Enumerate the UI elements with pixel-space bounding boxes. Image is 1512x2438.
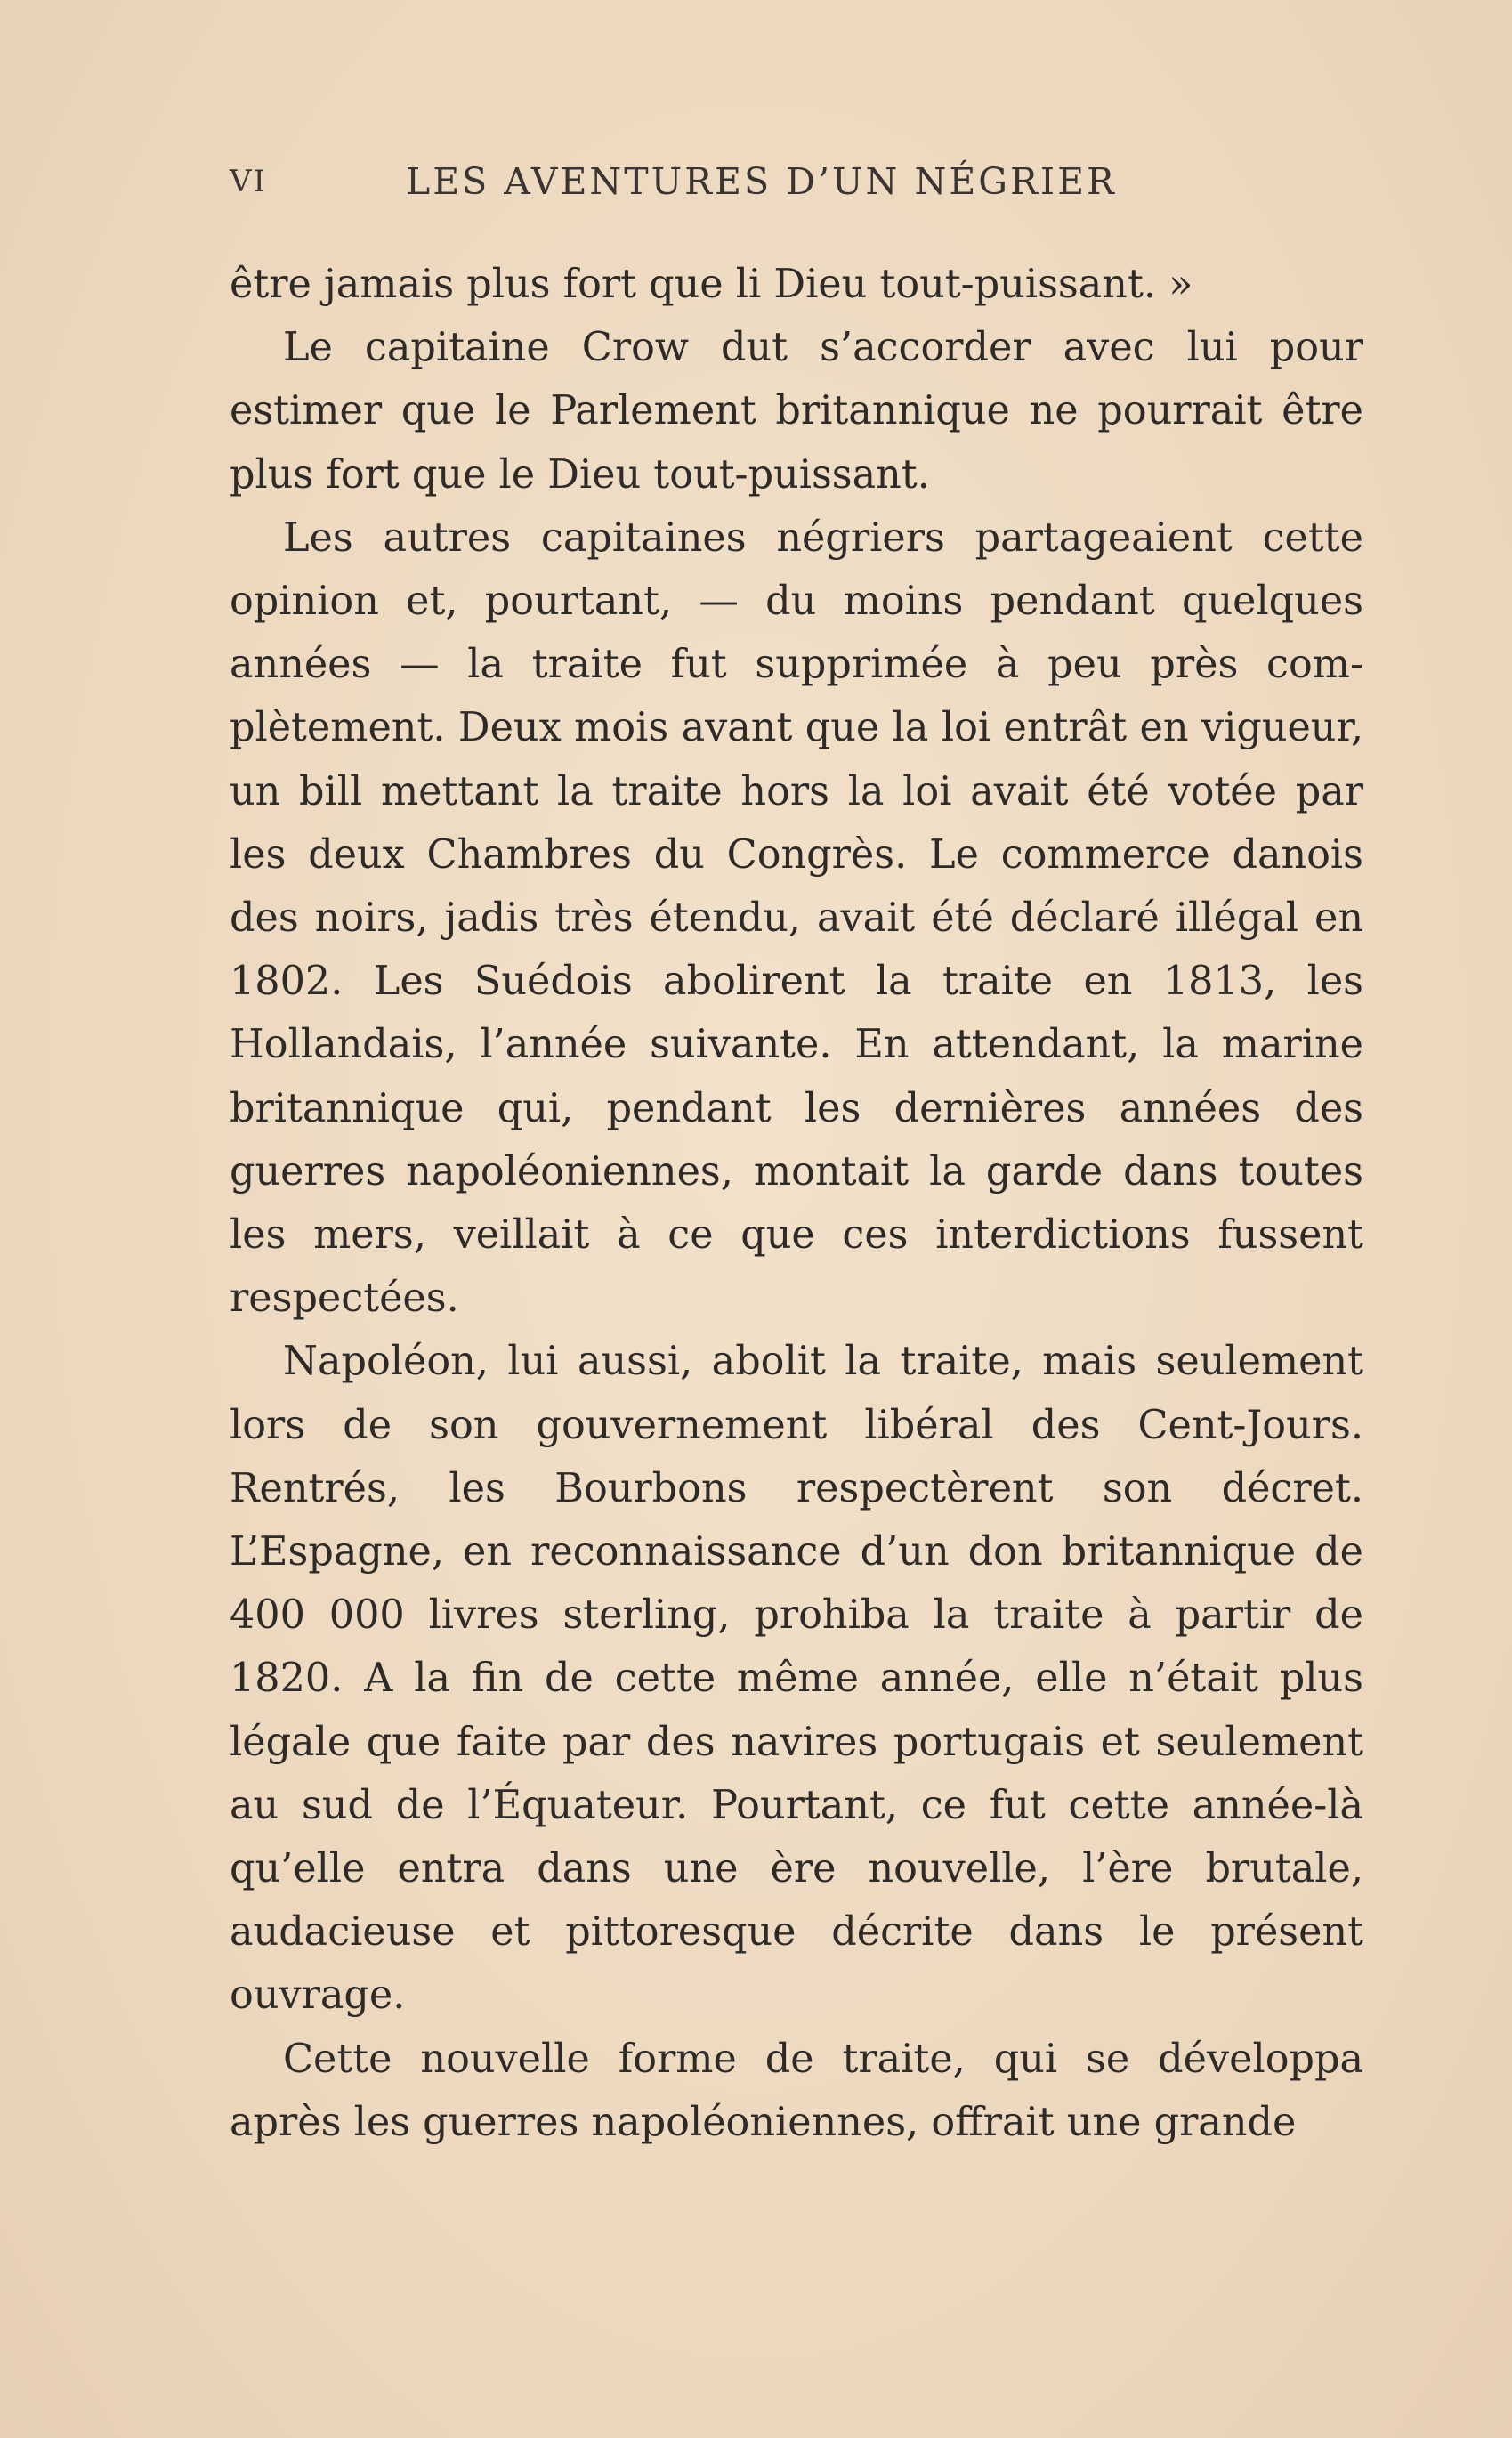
- running-title: LES AVENTURES D’UN NÉGRIER: [406, 160, 1117, 203]
- body-text: [230, 253, 1363, 2154]
- running-head: [230, 160, 1363, 217]
- paragraph-continuation: être jamais plus fort que li Dieu tout-puissant. »: [230, 262, 1193, 307]
- book-page: [230, 160, 1363, 2154]
- paragraph: Cette nouvelle forme de traite, qui se développa après les guerres napoléoniennes, offrait une grande: [230, 2036, 1363, 2145]
- paragraph: Les autres capitaines négriers partageaient cette opinion et, pourtant, — du moins pendant quelques années — la traite fut supprimée à peu près complètement. Deux mois avant que la loi entrât en vigueur, un bill mettant la traite hors la loi avait été votée par les deux Chambres du Congrès. Le commerce danois des noirs, jadis très étendu, avait été déclaré illégal en 1802. Les Suédois abolirent la traite en 1813, les Hollandais, l’année suivante. En attendant, la marine britannique qui, pendant les dernières années des guerres napoléoniennes, montait la garde dans toutes les mers, veillait à ce que ces interdictions fussent respectées.: [230, 514, 1363, 1322]
- page-number: VI: [230, 164, 267, 199]
- paragraph: Napoléon, lui aussi, abolit la traite, mais seulement lors de son gouvernement libéral des Cent-Jours. Rentrés, les Bourbons respectèrent son décret. L’Espagne, en reconnaissance d’un don britannique de 400 000 livres sterling, prohiba la traite à partir de 1820. A la fin de cette même année, elle n’était plus légale que faite par des navires portugais et seulement au sud de l’Équateur. Pourtant, ce fut cette année-là qu’elle entra dans une ère nouvelle, l’ère brutale, audacieuse et pittoresque décrite dans le présent ouvrage.: [230, 1339, 1363, 2019]
- paragraph: Le capitaine Crow dut s’accorder avec lui pour estimer que le Parlement britannique ne pourrait être plus fort que le Dieu tout-puissant.: [230, 325, 1363, 498]
